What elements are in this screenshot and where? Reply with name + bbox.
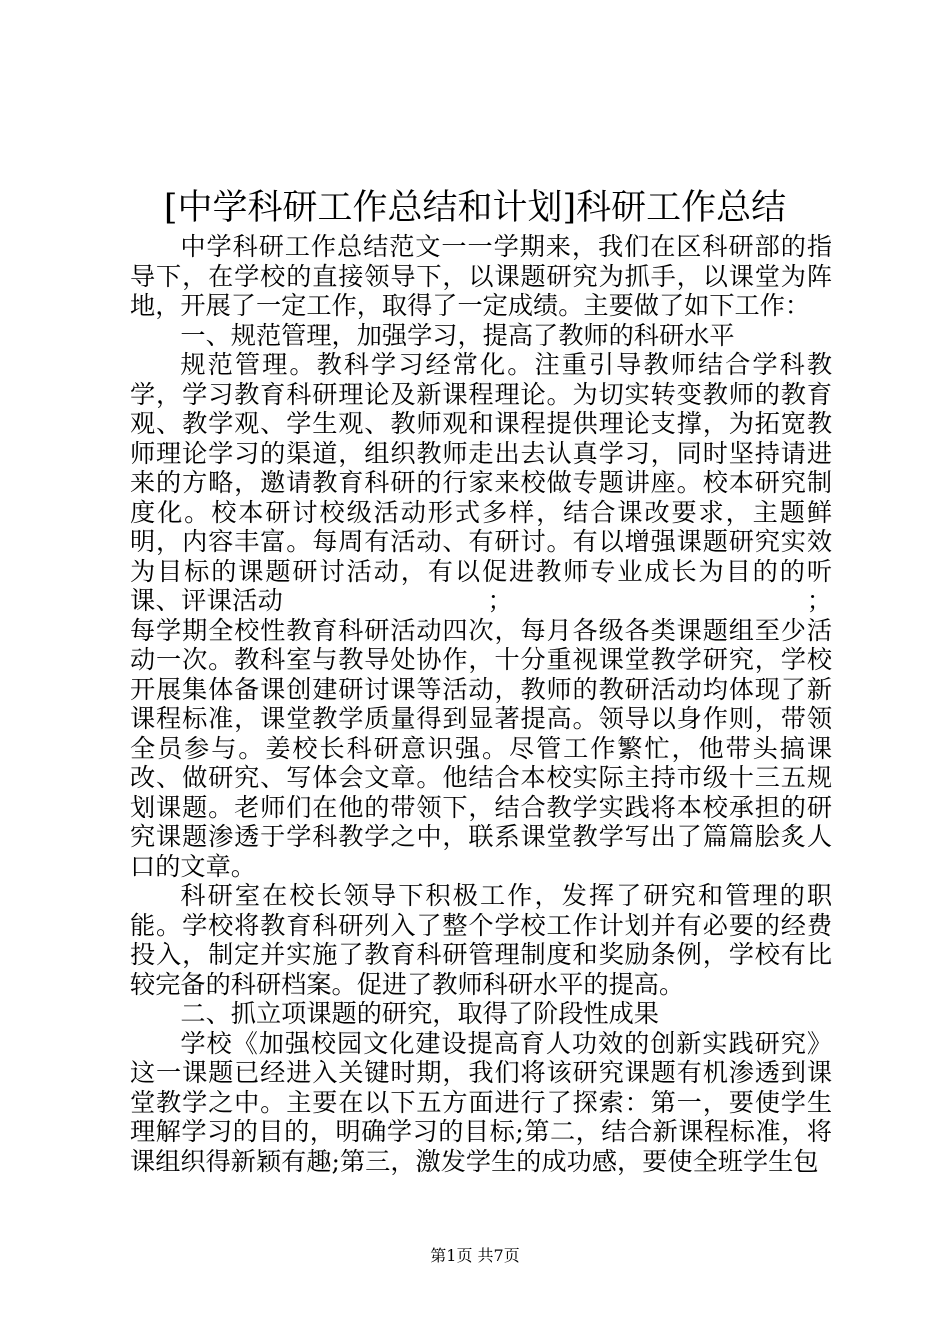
- paragraph-management: 规范管理。教科学习经常化。注重引导教师结合学科教学，学习教育科研理论及新课程理论。为切实转变教师的教育观、教学观、学生观、教师观和课程提供理论支撑，为拓宽教师理论学习的渠道，组织教师走出去认真学习，同时坚持请进来的方略，邀请教育科研的行家来校做专题讲座。校本研究制度化。校本研讨校级活动形式多样，结合课改要求，主题鲜明，内容丰富。每周有活动、有研讨。有以增强课题研究实效为目标的课题研讨活动，有以促进教师专业成长为目的的听课、评课活动 ； ；每学期全校性教育科研活动四次，每月各级各类课题组至少活动一次。教科室与教导处协作，十分重视课堂教学研究，学校开展集体备课创建研讨课等活动，教师的教研活动均体现了新课程标准，课堂教学质量得到显著提高。领导以身作则，带领全员参与。姜校长科研意识强。尽管工作繁忙，他带头搞课改、做研究、写体会文章。他结合本校实际主持市级十三五规划课题。老师们在他的带领下，结合教学实践将本校承担的研究课题渗透于学科教学之中，联系课堂教学写出了篇篇脍炙人口的文章。: [130, 350, 832, 881]
- section-heading-1: 一、规范管理，加强学习，提高了教师的科研水平: [180, 320, 735, 350]
- paragraph-intro: 中学科研工作总结范文一一学期来，我们在区科研部的指导下，在学校的直接领导下，以课题研究为抓手，以课堂为阵地，开展了一定工作，取得了一定成绩。主要做了如下工作：: [130, 232, 832, 320]
- document-title: [中学科研工作总结和计划]科研工作总结: [163, 188, 787, 228]
- document-body: [130, 232, 832, 1176]
- paragraph-project: 学校《加强校园文化建设提高育人功效的创新实践研究》这一课题已经进入关键时期，我们将该研究课题有机渗透到课堂教学之中。主要在以下五方面进行了探索：第一，要使学生理解学习的目的，明确学习的目标;第二，结合新课程标准，将课组织得新颖有趣;第三，激发学生的成功感，要使全班学生包: [130, 1028, 832, 1176]
- page-number-footer: 第1页 共7页: [430, 1246, 520, 1265]
- section-heading-2: 二、抓立项课题的研究，取得了阶段性成果: [180, 999, 659, 1028]
- paragraph-research-office: 科研室在校长领导下积极工作，发挥了研究和管理的职能。学校将教育科研列入了整个学校工作计划并有必要的经费投入，制定并实施了教育科研管理制度和奖励条例，学校有比较完备的科研档案。促进了教师科研水平的提高。: [130, 881, 832, 999]
